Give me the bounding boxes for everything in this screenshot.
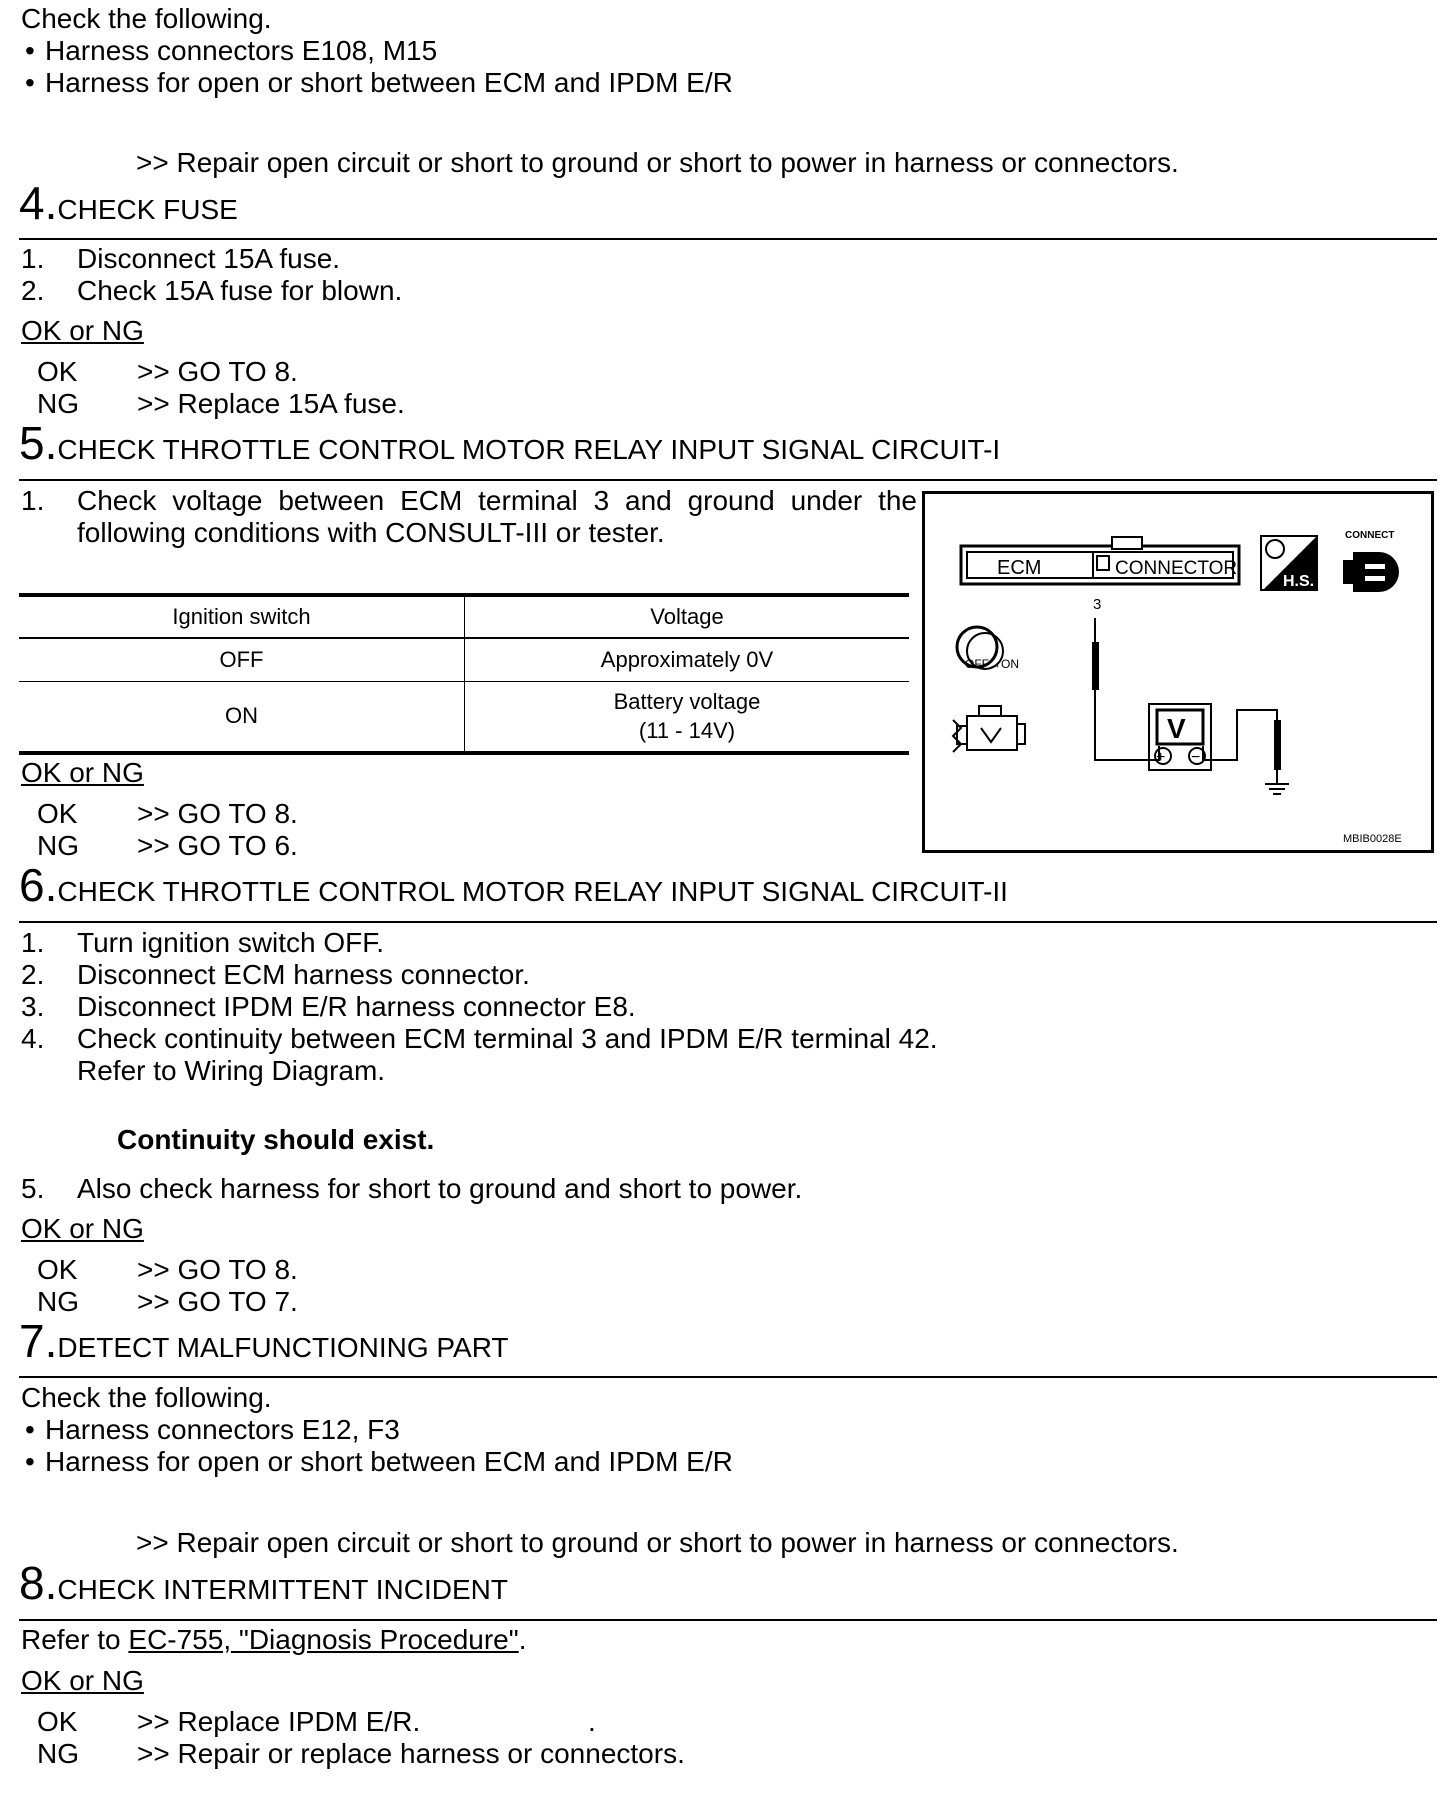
section-divider bbox=[19, 1376, 1437, 1378]
step-number: 5. bbox=[19, 417, 58, 469]
step-5-heading bbox=[19, 417, 1001, 469]
ok-or-ng-label: OK or NG bbox=[21, 1213, 144, 1244]
check-following-text: Check the following. bbox=[21, 3, 272, 34]
hs-icon bbox=[1261, 536, 1317, 590]
table-cell: Battery voltage (11 - 14V) bbox=[613, 689, 761, 744]
list-item: 1. Disconnect 15A fuse. bbox=[21, 243, 341, 274]
step-number: 6. bbox=[19, 859, 58, 911]
bullet-item: • Harness connectors E108, M15 bbox=[21, 35, 437, 67]
figure-code: MBIB0028E bbox=[1343, 833, 1402, 845]
connect-icon bbox=[1343, 530, 1399, 592]
step-title: CHECK INTERMITTENT INCIDENT bbox=[57, 1574, 508, 1605]
engine-icon bbox=[953, 706, 1025, 752]
ng-result: NG >> Repair or replace harness or connectors. bbox=[37, 1738, 685, 1769]
list-item: 3. Disconnect IPDM E/R harness connector E8. bbox=[21, 991, 636, 1022]
section-divider bbox=[19, 1619, 1437, 1621]
list-item: 4. Check continuity between ECM terminal 3 and IPDM E/R terminal 42. bbox=[21, 1023, 938, 1054]
voltage-table bbox=[19, 593, 909, 755]
continuity-spec: Continuity should exist. bbox=[117, 1124, 435, 1155]
table-cell: OFF bbox=[19, 638, 465, 681]
svg-text:−: − bbox=[1191, 749, 1201, 766]
svg-text:+: + bbox=[1156, 749, 1166, 766]
check-following-text: Check the following. bbox=[21, 1382, 272, 1413]
step-number: 8. bbox=[19, 1557, 58, 1609]
step-title: DETECT MALFUNCTIONING PART bbox=[57, 1332, 509, 1363]
svg-text:H.S.: H.S. bbox=[1283, 573, 1315, 590]
ok-result: OK >> GO TO 8. bbox=[37, 356, 298, 387]
refer-text: Refer to EC-755, "Diagnosis Procedure". bbox=[21, 1624, 527, 1655]
ok-or-ng-label: OK or NG bbox=[21, 315, 144, 346]
table-header: Voltage bbox=[650, 604, 724, 629]
bullet-item: • Harness for open or short between ECM and IPDM E/R bbox=[21, 67, 733, 99]
step-6-heading bbox=[19, 859, 1008, 911]
list-item-continuation: following conditions with CONSULT-III or tester. bbox=[77, 517, 665, 548]
ok-or-ng-label: OK or NG bbox=[21, 757, 144, 788]
connector-label: CONNECTOR bbox=[1115, 558, 1238, 579]
ng-result: NG >> GO TO 6. bbox=[37, 830, 298, 861]
svg-text:V: V bbox=[1167, 713, 1186, 744]
svg-text:OFF→ON: OFF→ON bbox=[965, 657, 1019, 671]
refer-wiring-text: Refer to Wiring Diagram. bbox=[77, 1055, 386, 1086]
ok-or-ng-label: OK or NG bbox=[21, 1665, 144, 1696]
step-title: CHECK THROTTLE CONTROL MOTOR RELAY INPUT SIGNAL CIRCUIT-I bbox=[57, 434, 1001, 465]
ecm-label: ECM bbox=[997, 557, 1042, 579]
step-number: 4. bbox=[19, 177, 58, 229]
terminal-icon bbox=[1097, 556, 1109, 570]
stray-dot: . bbox=[588, 1706, 596, 1737]
ignition-key-icon bbox=[957, 627, 1019, 671]
step-title: CHECK FUSE bbox=[57, 194, 238, 225]
section-divider bbox=[19, 238, 1437, 240]
step-number: 7. bbox=[19, 1315, 58, 1367]
repair-action: >> Repair open circuit or short to ground or short to power in harness or connectors. bbox=[136, 1527, 1179, 1558]
measurement-diagram bbox=[922, 491, 1434, 853]
svg-text:CONNECT: CONNECT bbox=[1345, 530, 1395, 541]
section-divider bbox=[19, 479, 1437, 481]
ground-probe-tip bbox=[1274, 720, 1281, 770]
list-item: 1. Check voltage between ECM terminal 3 and ground under the bbox=[21, 485, 917, 516]
table-row bbox=[19, 681, 909, 753]
probe-tip bbox=[1092, 642, 1099, 690]
table-cell: ON bbox=[19, 681, 465, 753]
table-row bbox=[19, 638, 909, 681]
step-7-heading bbox=[19, 1315, 509, 1367]
bullet-item: • Harness for open or short between ECM and IPDM E/R bbox=[21, 1446, 733, 1478]
table-header: Ignition switch bbox=[19, 595, 465, 638]
list-item: 5. Also check harness for short to ground and short to power. bbox=[21, 1173, 803, 1204]
list-item: 2. Check 15A fuse for blown. bbox=[21, 275, 403, 306]
list-item: 1. Turn ignition switch OFF. bbox=[21, 927, 385, 958]
bullet-item: • Harness connectors E12, F3 bbox=[21, 1414, 400, 1446]
section-divider bbox=[19, 921, 1437, 923]
meter-wire-negative bbox=[1203, 710, 1277, 770]
terminal-number: 3 bbox=[1093, 596, 1102, 613]
step-4-heading bbox=[19, 177, 238, 229]
step-title: CHECK THROTTLE CONTROL MOTOR RELAY INPUT SIGNAL CIRCUIT-II bbox=[57, 876, 1008, 907]
ok-result: OK >> GO TO 8. bbox=[37, 798, 298, 829]
ng-result: NG >> GO TO 7. bbox=[37, 1286, 298, 1317]
voltmeter-icon bbox=[1149, 704, 1211, 770]
diagnosis-procedure-link[interactable]: EC-755, "Diagnosis Procedure" bbox=[128, 1624, 519, 1655]
ok-result: OK >> GO TO 8. bbox=[37, 1254, 298, 1285]
diagram-svg bbox=[925, 494, 1431, 850]
repair-action: >> Repair open circuit or short to ground or short to power in harness or connectors. bbox=[136, 147, 1179, 178]
step-8-heading bbox=[19, 1557, 508, 1609]
list-item: 2. Disconnect ECM harness connector. bbox=[21, 959, 530, 990]
ng-result: NG >> Replace 15A fuse. bbox=[37, 388, 405, 419]
ok-result: OK >> Replace IPDM E/R. bbox=[37, 1706, 421, 1737]
table-cell: Approximately 0V bbox=[600, 646, 774, 672]
